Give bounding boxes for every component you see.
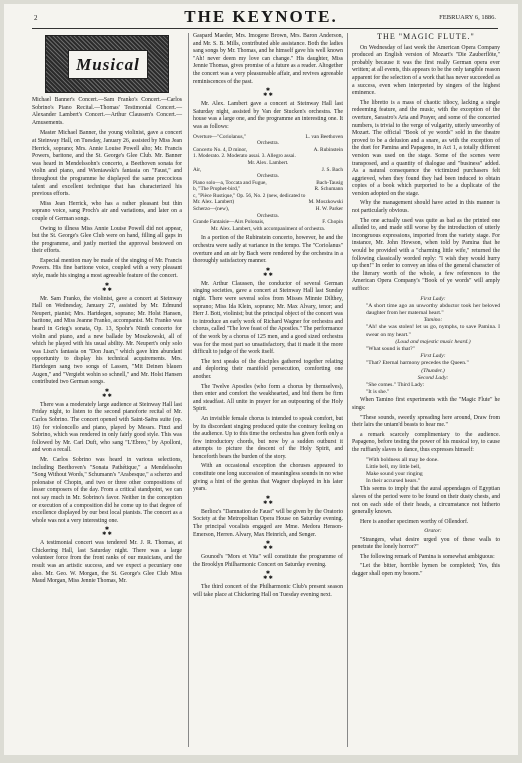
verse-line: "It is she." <box>366 389 390 396</box>
programme-composer: F. Chopin <box>322 219 343 226</box>
paragraph: "These sounds, sweetly spreading here around, Draw from their lairs the untam'd beasts to hear me." <box>352 414 500 429</box>
speaker-label <box>366 528 500 535</box>
section-ornament: ✱ ✱ ✱ <box>102 282 112 293</box>
speaker-name: Second Lady: <box>417 374 449 381</box>
programme-composer: Bach-Tausig <box>316 179 343 186</box>
programme-composer: A. Rubinstein <box>313 146 343 153</box>
newspaper-page <box>4 4 518 755</box>
verse-line: Little bell, my little bell, <box>366 463 421 470</box>
programme-piece: 1. Moderato. 2. Moderato assai. 3. Allegro assai. <box>193 153 296 160</box>
paragraph: Miss Jean Herrick, who has a rather pleasant but thin soprano voice, sang Proch's air and variations, and later on a couple of German songs. <box>32 200 182 222</box>
paragraph: Why the management should have acted in this manner is not particularly obvious. <box>352 200 500 215</box>
programme-piece: Overture—"Coriolanus," <box>193 133 247 140</box>
programme-piece: Scherzo—(new), <box>193 206 230 213</box>
programme-row <box>193 219 343 226</box>
speaker-name: (Thunder.) <box>421 367 445 374</box>
page-number: 2 <box>34 14 38 22</box>
programme-composer: J. S. Bach <box>321 166 343 173</box>
paragraph: Mr. Carlos Sobrino was heard in various selections, including Beethoven's "Sonata Pathétique," a Mendelssohn "Song Without Words," Schumann's "Arabesque," a scherzo and polonaise of Chopin, and two or three other compositions of lesser composers of the day. From a critical standpoint, we can not say much in Mr. Sobrino's favor. Neither in the conception or execution of a composition did he come up to that degree of excellence displayed by our best local pianists. The concert as a whole was not a very interesting one. <box>32 456 182 524</box>
paragraph: The text speaks of the disciples gathered together relating and deploring their manifold persecution, comforting one another. <box>193 358 343 380</box>
verse-line: "What sound is that?" <box>366 346 415 353</box>
programme-piece: Air, <box>193 166 202 173</box>
paragraph: Gaspard Maeder, Mrs. Imogene Brown, Mrs. Baron Anderson, and Mr. S. B. Mills, contributed able assistance. Both the ladies sang songs by Mr. Thomas, and he himself gave his well known "Ah! never deem my love can change." His daughter, Miss Jennie Thomas, gives promise of a future as a reader. Altogether the concert was a very pleasureable affair, and revives agreeable reminiscences of the past. <box>193 33 343 85</box>
section-ornament: ✱ ✱ ✱ <box>263 541 273 552</box>
speaker-name: (Loud and majestic music heard.) <box>395 338 471 345</box>
programme-row <box>193 153 343 160</box>
programme-row <box>193 206 343 213</box>
programme-performer: Orchestra. <box>257 140 279 147</box>
paragraph: With an occasional exception the choruses appeared to constitute one long succession of meaningless sounds in no wise giving a hint of the genius that Wagner displayed in his later years. <box>193 463 343 493</box>
section-ornament: ✱ ✱ ✱ <box>263 571 273 582</box>
programme-piece: b, "The Prophet-bird," <box>193 186 241 193</box>
verse-line: "That? Eternal harmony precedes the Queen." <box>366 360 469 367</box>
verse-line: "Ah! she was stolen! let us go, nymphs, to save Pamina. I swear on my heart." <box>366 324 500 338</box>
paragraph: The following remark of Pamina is somewhat ambiguous: <box>360 553 495 560</box>
paragraph: The one actually used was quite as bad as the printed one alluded to, and made still worse by the introduction of utterly incongruous expressions, imported from the variety stage. For instance, Mr. John Howson, when told by Pamina that he would be provided with a "charming little wife," returned the following classically worded reply: "I wish they would hurry up then!" In order to convey an idea of the general character of the literary worth of the whole, a few references to the American Opera Company's "Book of ye words" will amply suffice: <box>352 217 500 292</box>
paragraph: Owing to illness Miss Annie Louise Powell did not appear, but the St. George's Glee Club were on hand, filling all gaps in the programme, and justly merited the approval bestowed on their efforts. <box>32 225 182 255</box>
libretto-excerpt <box>366 457 500 486</box>
programme-piece: Mr. Alex. Lambert) <box>193 199 235 206</box>
programme-row <box>193 147 343 154</box>
paragraph: Gounod's "Mors et Vita" will constitute the programme of the Brooklyn Philharmonic Concert on Saturday evening. <box>193 554 343 568</box>
programme-row <box>193 213 343 220</box>
paragraph: The libretto is a mass of chaotic idiocy, lacking a single redeeming feature, and the music, with the exception of the overture, Sarastro's Aria and Prayer, and some of the concerted numbers, is trivial to the verge of vulgarity, utterly unworthy of Mozart. The official "Book of ye words" sold in the theatre proved to be a delusion and a snare, as with the exception of the duet for Pamina and Papageno, in Act 1, a totally different version was used on the stage. Some of the scenes were transposed, and a quantity of dialogue and "business" added. As a natural consequence the victimized purchasers felt aggrieved, when they found they had been induced to obtain copies of a book which purported to be a duplicate of the version adopted on the stage. <box>352 99 500 197</box>
paragraph: The Twelve Apostles (who form a chorus by themselves), then enter and comfort the weakhearted, and bid them be firm and steadfast. All unite in prayer for an outpouring of the Holy Spirit. <box>193 383 343 413</box>
paragraph: a remark scarcely complimentary to the audience. Papageno, before testing the power of his musical toy, to cause the ruffianly slaves to dance, thus expresses himself: <box>352 431 500 453</box>
section-subheads: Michael Banner's Concert.—Sam Franko's Concert.—Carlos Sobrino's Piano Recital.—Thomas' Testimonial Concert.—Alexander Lambert's Concert.—Arthur Claussen's Concert.—Amusements. <box>32 97 182 126</box>
speaker-name: First Lady: <box>420 353 446 360</box>
section-ornament: ✱ ✱ ✱ <box>263 267 273 278</box>
paragraph: The third concert of the Philharmonic Club's present season will take place at Chickering Hall on Tuesday evening next. <box>193 584 343 598</box>
section-ornament: ✱ ✱ ✱ <box>102 388 112 399</box>
programme-piece: Concerto No. 4, D minor, <box>193 146 248 153</box>
paragraph: An invisible female chorus is intended to speak comfort, but by its discordant singing produced quite the contrary feeling on the audience. Up to this time the orchestra has given forth only a few introductory chords, but now by a sudden outburst it attempts to picture the descent of the Holy Spirit, and henceforth bears the burden of the story. <box>193 415 343 460</box>
paragraph: Master Michael Banner, the young violinist, gave a concert at Steinway Hall, on Tuesday, January 26, assisted by Miss Jean Herrick, soprano; Mrs. Annie Louise Powell alto; Mr. Francis Powers, baritone, and the St. George's Glee Club. Mr. Banner was heard in Mendelssohn's concerto, a Beethoven sonata for violin and piano, and Wieniawski's fantasia on "Faust," and throughout the programme he displayed the same precocious talent and excellent technique that has characterized his previous efforts. <box>32 130 182 198</box>
section-ornament: ✱ ✱ ✱ <box>263 88 273 99</box>
column-divider <box>188 33 189 747</box>
programme-piece: c, "Pièce Rustique," Op. 56, No. 2 (new, dedicated to <box>193 192 306 199</box>
paragraph: Mr. Sam Franko, the violinist, gave a concert at Steinway Hall on Wednesday, January 27, assisted by Mr. Edmund Neupert, pianist; Mrs. Hartdegen, soprano; Mr. Holst Hansen, baritone, and Miss Jeanne Franko, accompanist. Mr. Franko was heard in Grieg's sonata, Op. 13, Spohr's Ninth concerto for violin and piano, and a new ballade by Moszkowski, all of which he played with his usual ability. Mr. Neupert's only solo was Liszt's fantasia on "Don Juan," which gave him abundant opportunity to display his technical acquirements. Mrs. Hartdegen sang two songs of Lassen, "Mit Deinen blauen Augen," and "Vergiebt wohin so schnell," and Mr. Holst Hansen contributed two German songs. <box>32 295 182 386</box>
programme-performer: Orchestra. <box>257 173 279 180</box>
programme-row <box>193 167 343 174</box>
paragraph: "Strangers, what desire urged you of these walls to penetrate the lonely horror?" <box>352 536 500 551</box>
musical-banner-engraving <box>45 35 169 93</box>
paragraph: Mr. Alex. Lambert gave a concert at Steinway Hall last Saturday night, assisted by Van der Stucken's orchestra. The house was a large one, and the programme an interesting one. It was as follows: <box>193 101 343 130</box>
issue-date: FEBRUARY 6, 1886. <box>439 14 496 21</box>
libretto-excerpt <box>366 296 500 397</box>
paragraph: Mr. Arthur Claussen, the conductor of several German singing societies, gave a concert at Steinway Hall last Sunday night. There were several solos from Misses Minnie Dilthey, soprano; Miss Ida Klein, soprano; Mr. Max Alvary, tenor; and Herr J. Bott, violinist; but the principal object of the concert was to introduce an early work of Richard Wagner for orchestra and chorus, called "The love feast of the Apostles." The performance of the work by a chorus of 125 men, and a good sized orchestra was for the most part so unsatisfactory, that it made it the more difficult to judge of the work itself. <box>193 280 343 356</box>
banner-lettering: Musical <box>68 50 148 79</box>
column-1 <box>32 33 182 588</box>
speaker-name: First Lady: <box>420 295 446 302</box>
verse-line: "A short time ago an unworthy abductor took her beloved daughter from her maternal heart." <box>366 302 500 316</box>
paragraph: There was a moderately large audience at Steinway Hall last Friday night, to listen to the second pianoforte recital of Mr. Carlos Sobrino. The concert opened with Saint-Saëns suite (op. 16) for violoncello and piano, played by Messrs. Finzi and Sobrino, which was rendered in only fairly good style. This was followed by Mr. Carl Duft, who sang "L'Ebreo," by Apolloni, and won a recall. <box>32 401 182 454</box>
verse-line: "She comes." Third Lady: <box>366 382 425 389</box>
programme-row <box>193 186 343 193</box>
programme-row <box>193 140 343 147</box>
verse-line: "With boldness all may be done. <box>366 456 439 463</box>
column-divider <box>347 33 348 747</box>
programme-row <box>193 134 343 141</box>
programme-piece: Piano solo—a, Toccata and Fugue, <box>193 179 267 186</box>
paragraph: Especial mention may be made of the singing of Mr. Francis Powers. His fine baritone voice, coupled with a very pleasant style, made his singing a most agreeable feature of the concert. <box>32 257 182 280</box>
paragraph: In a portion of the Rubinstein concerto, however, he and the orchestra were sadly at variance in the tempo. The "Coriolanus" overture and an air by Bach were rendered by the orchestra in a thoroughly satisfactory manner. <box>193 235 343 265</box>
section-ornament: ✱ ✱ ✱ <box>102 527 112 538</box>
page-header <box>4 4 518 30</box>
programme-composer: R. Schumann <box>314 186 343 193</box>
programme-row <box>193 160 343 167</box>
paragraph: "Let the bitter, horrible hymen be completed; Yes, this dagger shall open my bosom." <box>352 563 500 577</box>
column-3 <box>352 33 500 581</box>
programme-row <box>193 180 343 187</box>
programme-performer: Orchestra. <box>257 212 279 219</box>
programme-row <box>193 173 343 180</box>
section-ornament: ✱ ✱ ✱ <box>263 495 273 506</box>
paragraph: When Tamino first experiments with the "Magic Flute" he sings: <box>352 397 500 412</box>
paragraph: Berlioz's "Damnation de Faust" will be given by the Oratorio Society at the Metropolitan Opera House on Saturday evening. The principal vocalists engaged are Mme. Medora Henson-Emerson, Herren. Alvary, Max Heinrich, and Senger. <box>193 508 343 538</box>
paragraph: Here is another specimen worthy of Ollendorf. <box>360 518 469 525</box>
concert-programme <box>193 134 343 233</box>
speaker-name: Orator: <box>424 528 442 535</box>
paragraph: This seems to imply that the aural appendages of Egyptian slaves of the period were to be found on their dusty chests, and not on each side of their heads, a circumstance not hitherto generally known. <box>352 486 500 516</box>
programme-row <box>193 226 343 233</box>
header-rule <box>32 28 498 29</box>
programme-performer: Mr. Alex. Lambert. <box>247 159 289 166</box>
masthead-title: THE KEYNOTE. <box>184 7 338 26</box>
programme-performer: Mr. Alex. Lambert, with accompaniment of orchestra. <box>210 225 326 232</box>
paragraph: On Wednesday of last week the American Opera Company produced an English version of Mozart's "Die Zauberflöte," probably because it was the first really German opera ever written; at all events, this appears to be the only tangible reason apparent for the selection of a work that has never succeeded as a success, even when interpreted by singers of the highest eminence. <box>352 44 500 97</box>
speaker-name: Tamino: <box>423 317 443 324</box>
programme-composer: L. van Beethoven <box>305 133 343 140</box>
verse-line: In their accursed hears." <box>366 478 421 485</box>
programme-piece: Grande Fantaisie—Airs Polonais, <box>193 219 265 226</box>
programme-composer: M. Moszkowski <box>308 199 343 206</box>
column-2 <box>193 33 343 602</box>
article-title: THE "MAGIC FLUTE." <box>377 32 475 41</box>
programme-composer: H. W. Parker <box>315 206 343 213</box>
verse-line: Make sound your ringing <box>366 471 423 477</box>
paragraph: A testimonial concert was tendered Mr. J. R. Thomas, at Chickering Hall, last Saturday night. There was a large volunteer force from the front ranks of our musicians, and the result was an artistic success, and we expect a pecuniary one also. Mr. Geo. W. Morgan, the St. George's Glee Club Miss Maud Morgan, Miss Jennie Thomas, Mr. <box>32 540 182 585</box>
